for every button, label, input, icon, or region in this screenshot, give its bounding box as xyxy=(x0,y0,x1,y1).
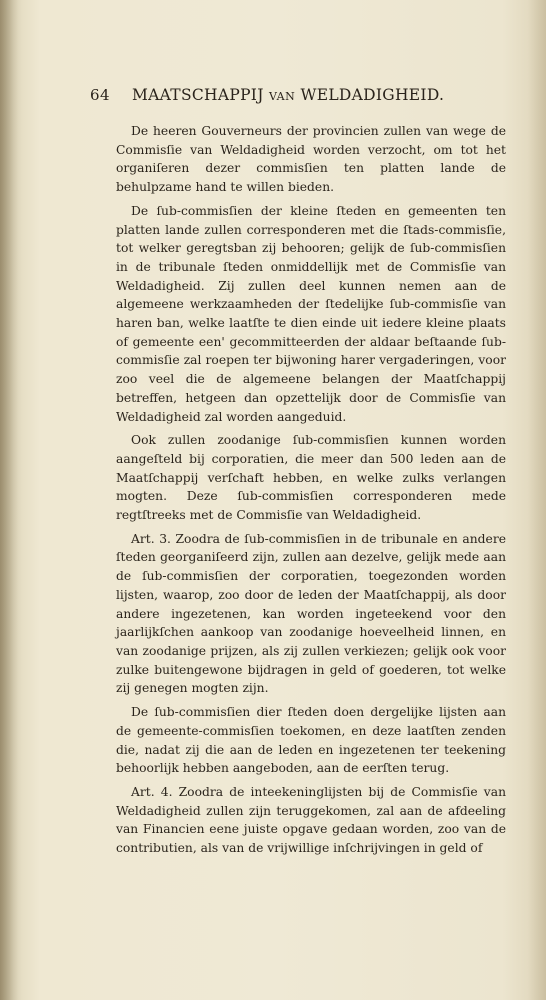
paragraph-1: De heeren Gouverneurs der provincien zullen van wege de Commisſie van Weldadigheid worden verzocht, om tot het organiſeren dezer commisſien ten platten lande de behulpzame hand te willen bieden. xyxy=(116,124,506,195)
binding-shadow xyxy=(0,0,22,1000)
paragraph-2: De ſub-commisſien der kleine ſteden en gemeenten ten platten lande zullen corresponderen met die ſtads-commisſie, tot welker geregtsban zij behooren; gelijk de ſub-commisſien in de tribunale ſteden onmiddellijk met de Commisſie van Weldadigheid. Zij zullen deel kunnen nemen aan de algemeene werkzaamheden der ſtedelijke ſub-commisſie van haren ban, welke laatſte te dien einde uit iedere kleine plaats of gemeente een' gecommitteerden der aldaar beſtaande ſub-commisſie zal roepen ter bijwoning harer vergaderingen, voor zoo veel die de algemeene belangen der Maatſchappij betreffen, hetgeen dan opzettelijk door de Commisſie van Weldadigheid zal worden aangeduid. xyxy=(116,203,506,424)
running-head-part2: WELDADIGHEID. xyxy=(300,86,445,104)
page-content xyxy=(90,86,506,863)
running-head-connector: VAN xyxy=(268,90,296,103)
page-header xyxy=(90,86,506,112)
page-number: 64 xyxy=(90,86,111,104)
running-head-part1: MAATSCHAPPIJ xyxy=(132,86,264,104)
paragraph-5: De ſub-commisſien dier ſteden doen dergelijke lijsten aan de gemeente-commisſien toekomen, en deze laatſten zenden die, nadat zij die aan de leden en ingezetenen ter teekening behoorlijk hebben aangeboden, aan de eerſten terug. xyxy=(116,705,506,776)
page-edge-shadow xyxy=(528,0,546,1000)
paragraph-3: Ook zullen zoodanige ſub-commisſien kunnen worden aangeſteld bij corporatien, die meer dan 500 leden aan de Maatſchappij verſchaft hebben, en welke zulks verlangen mogten. Deze ſub-commisſien corresponderen mede regtſtreeks met de Commisſie van Weldadigheid. xyxy=(116,433,506,523)
running-head xyxy=(132,86,444,104)
body-text xyxy=(116,122,506,858)
paragraph-art-4: Art. 4. Zoodra de inteekeninglijsten bij de Commisſie van Weldadigheid zullen zijn teruggekomen, zal aan de afdeeling van Financien eene juiste opgave gedaan worden, zoo van de contributien, als van de vrijwillige inſchrijvingen in geld of xyxy=(116,784,506,856)
paragraph-art-3: Art. 3. Zoodra de ſub-commisſien in de tribunale en andere ſteden georganiſeerd zijn, zullen aan dezelve, gelijk mede aan de ſub-commisſien der corporatien, toegezonden worden lijsten, waarop, zoo door de leden der Maatſchappij, als door andere ingezetenen, kan worden ingeteekend voor den jaarlijkſchen aankoop van zoodanige hoeveelheid linnen, en van zoodanige prijzen, als zij zullen verkiezen; gelijk ook voor zulke buitengewone bijdragen in geld of goederen, tot welke zij genegen mogten zijn. xyxy=(116,531,506,696)
